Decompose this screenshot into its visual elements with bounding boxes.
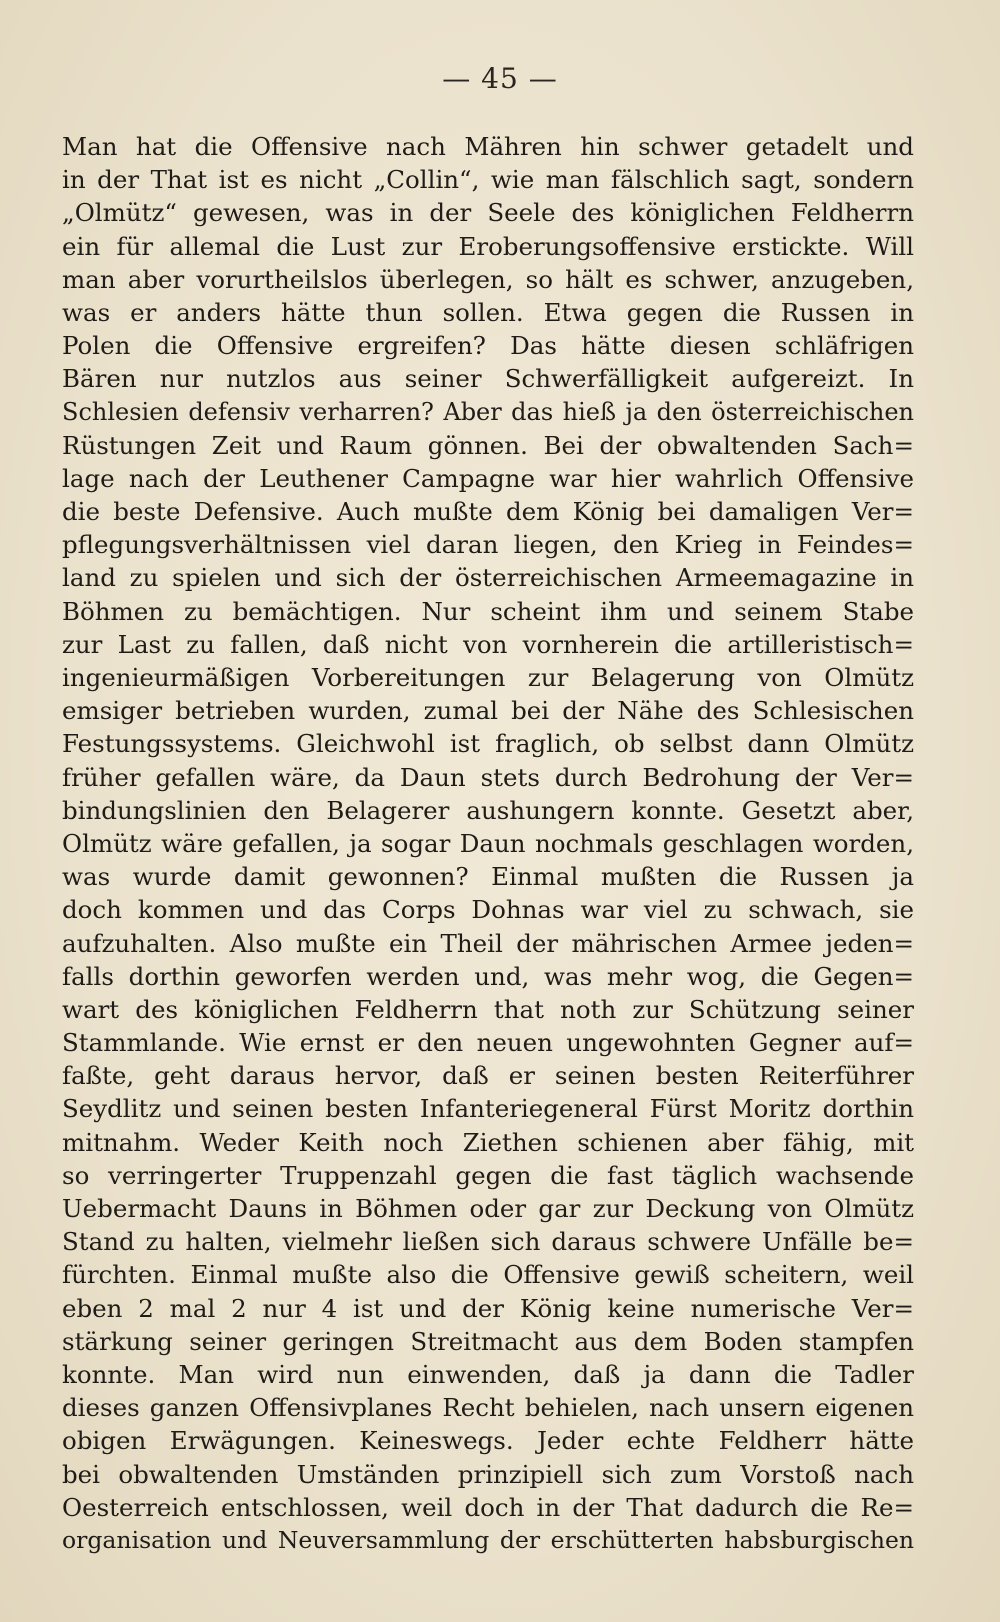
- text-line: Stand zu halten, vielmehr ließen sich daraus schwere Unfälle be=: [62, 1227, 914, 1257]
- text-line: Polen die Offensive ergreifen? Das hätte diesen schläfrigen: [62, 331, 914, 361]
- text-line: emsiger betrieben wurden, zumal bei der Nähe des Schlesischen: [62, 696, 914, 726]
- text-line: man aber vorurtheilslos überlegen, so hält es schwer, anzugeben,: [62, 264, 914, 294]
- text-line: mitnahm. Weder Keith noch Ziethen schienen aber fähig, mit: [62, 1127, 914, 1157]
- text-line: die beste Defensive. Auch mußte dem König bei damaligen Ver=: [62, 497, 914, 527]
- text-line: ingenieurmäßigen Vorbereitungen zur Belagerung von Olmütz: [62, 663, 914, 692]
- text-line: was er anders hätte thun sollen. Etwa gegen die Russen in: [62, 297, 914, 327]
- text-line: Stammlande. Wie ernst er den neuen ungewohnten Gegner auf=: [62, 1028, 914, 1058]
- text-line: bei obwaltenden Umständen prinzipiell sich zum Vorstoß nach: [62, 1459, 914, 1489]
- text-line: Rüstungen Zeit und Raum gönnen. Bei der obwaltenden Sach=: [62, 430, 914, 460]
- text-line: faßte, geht daraus hervor, daß er seinen besten Reiterführer: [62, 1061, 914, 1091]
- text-line: Oesterreich entschlossen, weil doch in der That dadurch die Re=: [62, 1492, 914, 1522]
- text-line: bindungslinien den Belagerer aushungern konnte. Gesetzt aber,: [62, 795, 914, 825]
- text-line: ein für allemal die Lust zur Eroberungsoffensive erstickte. Will: [62, 231, 914, 261]
- text-line: zur Last zu fallen, daß nicht von vornherein die artilleristisch=: [62, 629, 914, 659]
- text-line: Böhmen zu bemächtigen. Nur scheint ihm und seinem Stabe: [62, 596, 914, 626]
- text-line: in der That ist es nicht „Collin“, wie man fälschlich sagt, sondern: [62, 165, 914, 195]
- text-line: Seydlitz und seinen besten Infanteriegeneral Fürst Moritz dorthin: [62, 1094, 914, 1124]
- text-line: Festungssystems. Gleichwohl ist fraglich, ob selbst dann Olmütz: [62, 729, 914, 759]
- text-line: so verringerter Truppenzahl gegen die fast täglich wachsende: [62, 1160, 914, 1190]
- text-line: lage nach der Leuthener Campagne war hier wahrlich Offensive: [62, 463, 914, 493]
- body-text: [62, 130, 914, 1557]
- text-line: organisation und Neuversammlung der erschütterten habsburgischen: [62, 1525, 914, 1554]
- text-line: Bären nur nutzlos aus seiner Schwerfälligkeit aufgereizt. In: [62, 364, 914, 394]
- text-line: land zu spielen und sich der österreichischen Armeemagazine in: [62, 563, 914, 593]
- text-line: eben 2 mal 2 nur 4 ist und der König keine numerische Ver=: [62, 1293, 914, 1323]
- text-line: Schlesien defensiv verharren? Aber das hieß ja den österreichischen: [62, 397, 914, 426]
- text-line: Olmütz wäre gefallen, ja sogar Daun nochmals geschlagen worden,: [62, 828, 914, 858]
- text-line: dieses ganzen Offensivplanes Recht behielen, nach unsern eigenen: [62, 1393, 914, 1423]
- text-line: Uebermacht Dauns in Böhmen oder gar zur Deckung von Olmütz: [62, 1194, 914, 1223]
- text-line: pflegungsverhältnissen viel daran liegen, den Krieg in Feindes=: [62, 530, 914, 560]
- text-line: wart des königlichen Feldherrn that noth zur Schützung seiner: [62, 994, 914, 1024]
- text-line: was wurde damit gewonnen? Einmal mußten die Russen ja: [62, 862, 914, 892]
- text-line: doch kommen und das Corps Dohnas war viel zu schwach, sie: [62, 895, 914, 925]
- page-number: — 45 —: [442, 62, 558, 95]
- text-line: aufzuhalten. Also mußte ein Theil der mährischen Armee jeden=: [62, 928, 914, 958]
- text-line: früher gefallen wäre, da Daun stets durch Bedrohung der Ver=: [62, 762, 914, 792]
- text-line: stärkung seiner geringen Streitmacht aus dem Boden stampfen: [62, 1326, 914, 1356]
- text-line: obigen Erwägungen. Keineswegs. Jeder echte Feldherr hätte: [62, 1426, 914, 1456]
- text-line: „Olmütz“ gewesen, was in der Seele des königlichen Feldherrn: [62, 198, 914, 228]
- text-line: fürchten. Einmal mußte also die Offensive gewiß scheitern, weil: [62, 1260, 914, 1290]
- text-line: falls dorthin geworfen werden und, was mehr wog, die Gegen=: [62, 961, 914, 991]
- text-line: Man hat die Offensive nach Mähren hin schwer getadelt und: [62, 132, 914, 161]
- text-line: konnte. Man wird nun einwenden, daß ja dann die Tadler: [62, 1359, 914, 1389]
